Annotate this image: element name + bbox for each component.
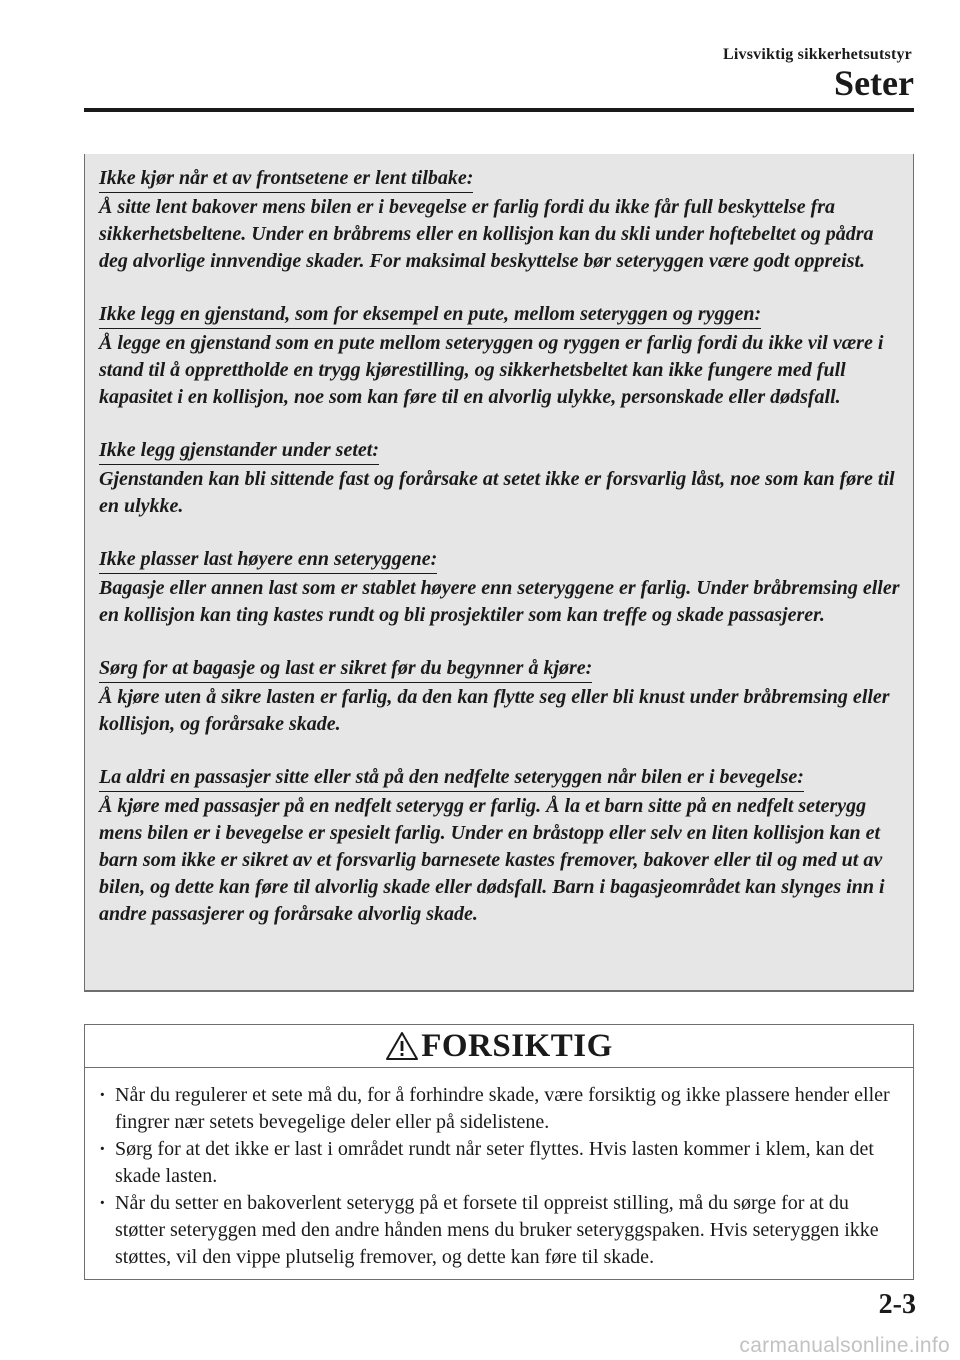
warning-heading: Ikke plasser last høyere enn seteryggene: [99, 546, 437, 574]
caution-box [84, 1024, 914, 1280]
warning-heading: La aldri en passasjer sitte eller stå på den nedfelte seteryggen når bilen er i bevegelse: [99, 764, 804, 792]
caution-header [85, 1025, 913, 1068]
warning-text: Gjenstanden kan bli sittende fast og forårsake at setet ikke er forsvarlig låst, noe som kan føre til en ulykke. [99, 468, 895, 517]
caution-list [85, 1068, 913, 1271]
warning-text: Å kjøre med passasjer på en nedfelt seterygg er farlig. Å la et barn sitte på en nedfelt seterygg mens bilen er i bevegelse er spesielt farlig. Under en bråstopp eller selv en liten kollisjon kan et barn som ikke er sikret av et forsvarlig barnesete kastes fremover, bakover eller til og med ut av bilen, og dette kan føre til alvorlig skade eller dødsfall. Barn i bagasjeområdet kan slynges inn i andre passasjerer og forårsake alvorlig skade. [99, 795, 885, 925]
warning-text: Bagasje eller annen last som er stablet høyere enn seteryggene er farlig. Under bråbremsing eller en kollisjon kan ting kastes rundt og bli prosjektiler som kan treffe og skade passasjerer. [99, 577, 900, 626]
warning-item [99, 764, 901, 928]
warning-item [99, 301, 901, 411]
warning-heading: Ikke legg gjenstander under setet: [99, 437, 379, 465]
warning-triangle-icon [385, 1031, 419, 1061]
caution-item: · Når du setter en bakoverlent seterygg på et forsete til oppreist stilling, må du sørge for at du støtter seteryggen med den andre hånden mens du bruker seteryggspaken. Hvis seteryggen ikke støttes, vil den vippe plutselig fremover, og dette kan føre til skade. [115, 1190, 903, 1271]
warning-item [99, 437, 901, 520]
warning-item [99, 655, 901, 738]
warning-item [99, 546, 901, 629]
warning-text: Å legge en gjenstand som en pute mellom seteryggen og ryggen er farlig fordi du ikke vil være i stand til å opprettholde en trygg kjørestilling, og sikkerhetsbeltet kan ikke fungere med full kapasitet i en kollisjon, noe som kan føre til en alvorlig ulykke, personskade eller dødsfall. [99, 332, 884, 408]
page-number: 2-3 [878, 1289, 916, 1320]
watermark: carmanualsonline.info [739, 1334, 950, 1357]
warning-heading: Ikke legg en gjenstand, som for eksempel en pute, mellom seteryggen og ryggen: [99, 301, 761, 329]
warning-text: Å kjøre uten å sikre lasten er farlig, da den kan flytte seg eller bli knust under bråbremsing eller kollisjon, og forårsake skade. [99, 686, 890, 735]
page-title: Seter [834, 63, 914, 103]
warning-text: Å sitte lent bakover mens bilen er i bevegelse er farlig fordi du ikke får full beskyttelse fra sikkerhetsbeltene. Under en bråbrems eller en kollisjon kan du skli under hoftebeltet og pådra deg alvorlige innvendige skader. For maksimal beskyttelse bør seteryggen være godt oppreist. [99, 196, 874, 272]
caution-item: · Når du regulerer et sete må du, for å forhindre skade, være forsiktig og ikke plassere hender eller fingrer nær setets bevegelige deler eller på sidelistene. [115, 1082, 903, 1136]
caution-item: · Sørg for at det ikke er last i området rundt når seter flyttes. Hvis lasten kommer i klem, kan det skade lasten. [115, 1136, 903, 1190]
warning-heading: Ikke kjør når et av frontsetene er lent tilbake: [99, 165, 473, 193]
warning-item [99, 165, 901, 275]
warning-box [84, 154, 914, 992]
warning-heading: Sørg for at bagasje og last er sikret før du begynner å kjøre: [99, 655, 592, 683]
caution-title: FORSIKTIG [421, 1027, 613, 1064]
section-title: Livsviktig sikkerhetsutstyr [723, 46, 912, 63]
header-divider [84, 108, 914, 112]
